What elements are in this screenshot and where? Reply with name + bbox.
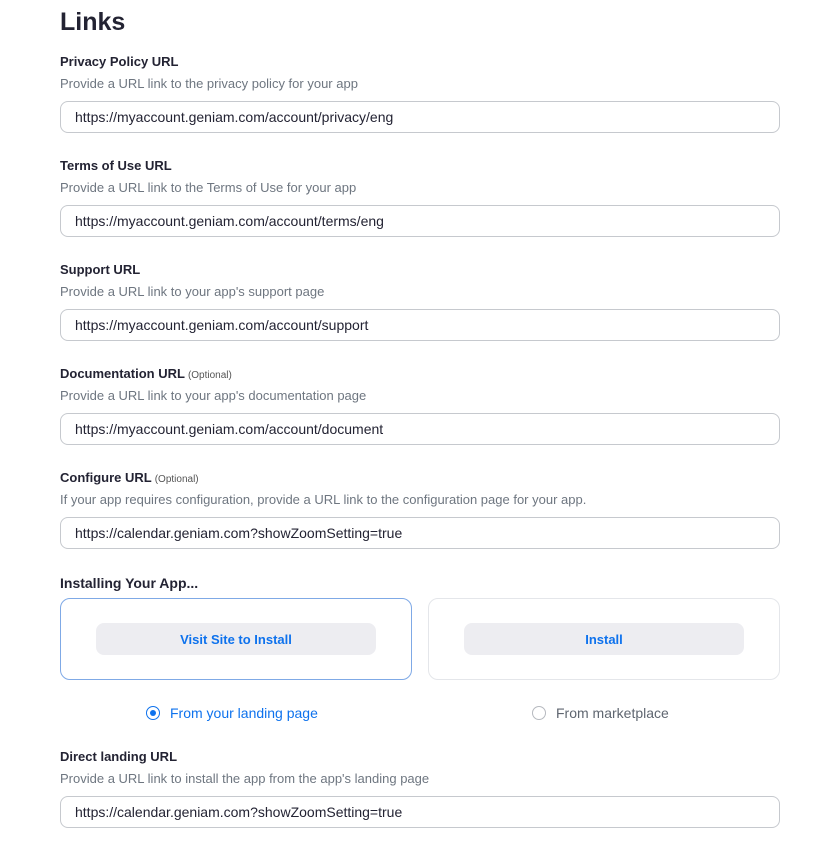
direct-landing-url-field bbox=[60, 749, 780, 828]
support-url-field bbox=[60, 262, 780, 341]
radio-label-landing-page: From your landing page bbox=[170, 705, 318, 721]
documentation-url-label-text: Documentation URL bbox=[60, 366, 185, 381]
radio-from-marketplace[interactable] bbox=[532, 703, 669, 723]
section-title-links: Links bbox=[60, 8, 126, 36]
visit-site-to-install-button[interactable]: Visit Site to Install bbox=[96, 623, 376, 655]
privacy-policy-label: Privacy Policy URL bbox=[60, 54, 179, 69]
direct-landing-url-input[interactable] bbox=[60, 796, 780, 828]
terms-of-use-url-input[interactable] bbox=[60, 205, 780, 237]
privacy-policy-field bbox=[60, 54, 780, 133]
installing-your-app-title: Installing Your App... bbox=[60, 575, 199, 591]
optional-tag: (Optional) bbox=[187, 370, 232, 381]
optional-tag: (Optional) bbox=[154, 474, 199, 485]
terms-of-use-field bbox=[60, 158, 780, 237]
terms-of-use-label: Terms of Use URL bbox=[60, 158, 172, 173]
radio-label-marketplace: From marketplace bbox=[556, 705, 669, 721]
radio-unchecked-icon[interactable] bbox=[532, 706, 546, 720]
privacy-policy-description: Provide a URL link to the privacy policy for your app bbox=[60, 76, 358, 91]
configure-url-input[interactable] bbox=[60, 517, 780, 549]
radio-checked-icon[interactable] bbox=[146, 706, 160, 720]
privacy-policy-url-input[interactable] bbox=[60, 101, 780, 133]
install-button[interactable]: Install bbox=[464, 623, 744, 655]
documentation-url-input[interactable] bbox=[60, 413, 780, 445]
documentation-url-description: Provide a URL link to your app's documentation page bbox=[60, 388, 367, 403]
radio-from-landing-page[interactable] bbox=[146, 703, 318, 723]
support-url-description: Provide a URL link to your app's support page bbox=[60, 284, 325, 299]
configure-url-field bbox=[60, 470, 780, 549]
install-option-card-marketplace[interactable] bbox=[428, 598, 780, 680]
direct-landing-url-label: Direct landing URL bbox=[60, 749, 178, 764]
support-url-input[interactable] bbox=[60, 309, 780, 341]
support-url-label: Support URL bbox=[60, 262, 141, 277]
install-option-card-landing-page[interactable] bbox=[60, 598, 412, 680]
documentation-url-field bbox=[60, 366, 780, 445]
configure-url-label-text: Configure URL bbox=[60, 470, 152, 485]
documentation-url-label bbox=[60, 366, 780, 382]
configure-url-description: If your app requires configuration, provide a URL link to the configuration page for your app. bbox=[60, 492, 587, 507]
configure-url-label bbox=[60, 470, 780, 486]
terms-of-use-description: Provide a URL link to the Terms of Use for your app bbox=[60, 180, 357, 195]
direct-landing-url-description: Provide a URL link to install the app from the app's landing page bbox=[60, 771, 430, 786]
